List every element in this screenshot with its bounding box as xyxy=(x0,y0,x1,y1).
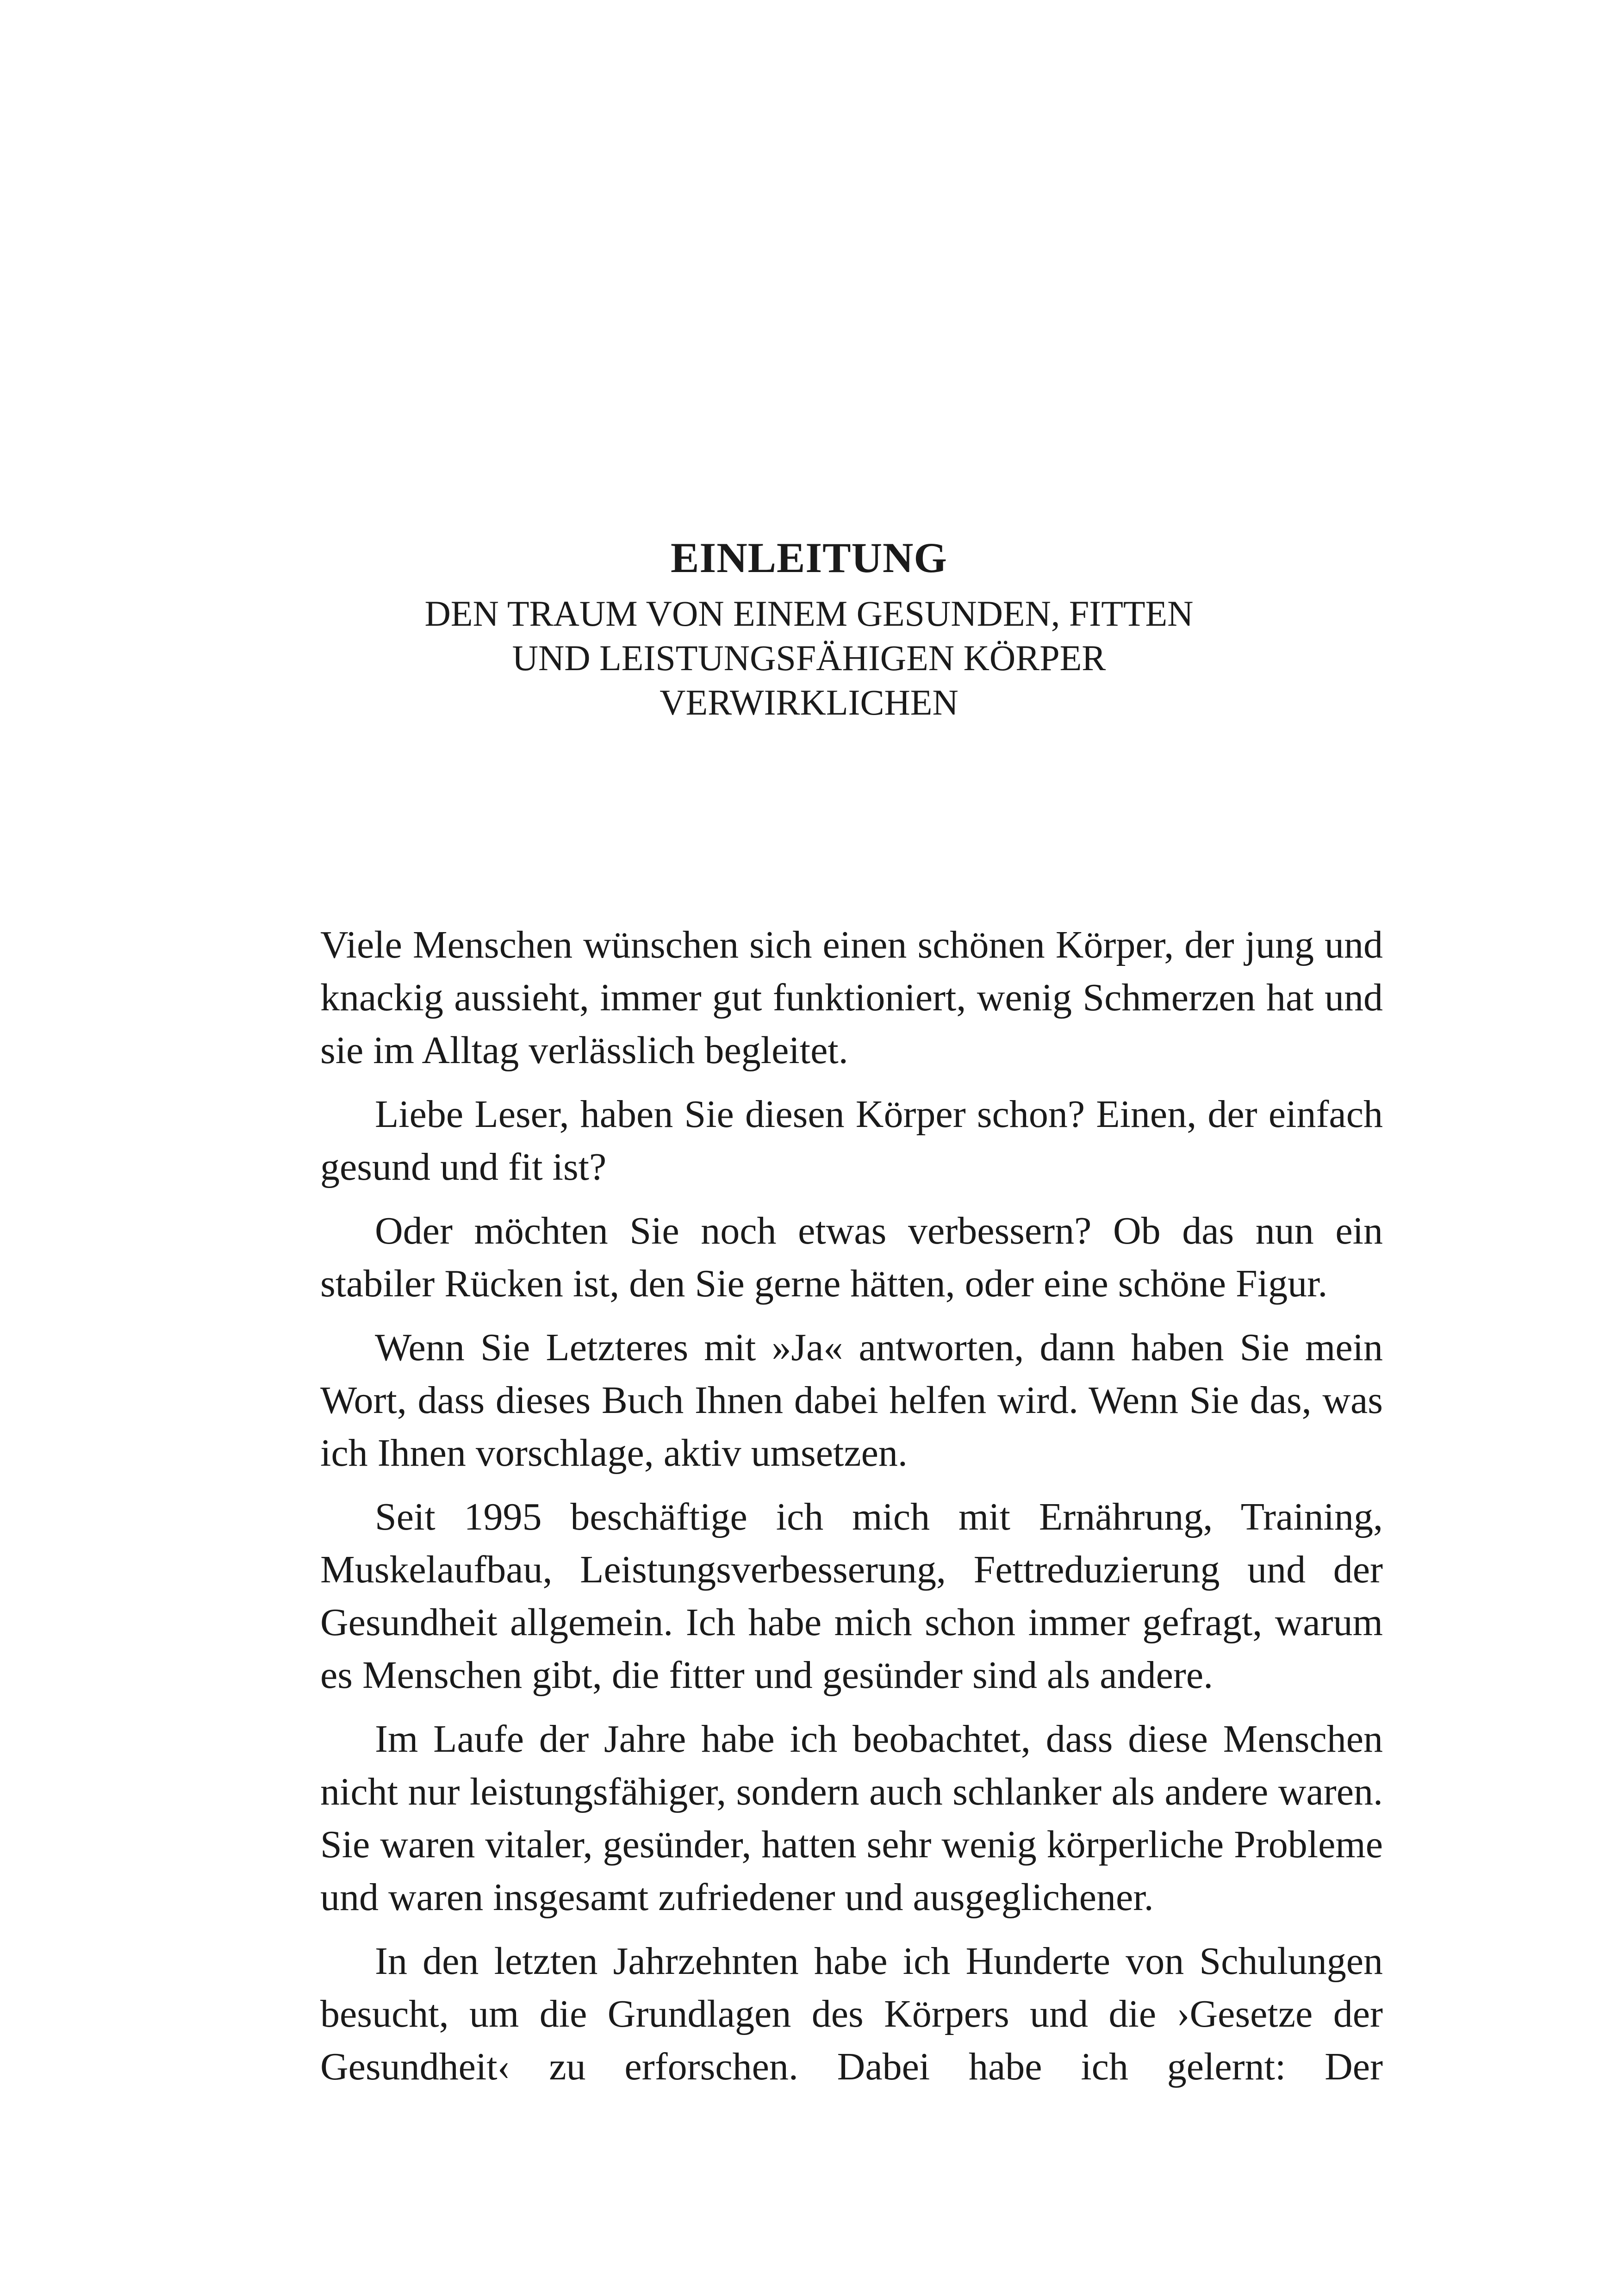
paragraph: Seit 1995 beschäftige ich mich mit Ernährung, Training, Muskelaufbau, Leistungsverbesserung, Fettreduzierung und der Gesundheit allgemein. Ich habe mich schon immer gefragt, warum es Menschen gibt, die fitter und gesünder sind als andere. xyxy=(320,1495,1383,1697)
chapter-heading xyxy=(0,532,1618,725)
paragraph: Liebe Leser, haben Sie diesen Körper schon? Einen, der einfach gesund und fit ist? xyxy=(320,1093,1383,1188)
paragraph: Oder möchten Sie noch etwas verbessern? Ob das nun ein stabiler Rücken ist, den Sie gerne hätten, oder eine schöne Figur. xyxy=(320,1209,1383,1305)
paragraph: Viele Menschen wünschen sich einen schönen Körper, der jung und knackig aussieht, immer gut funktioniert, wenig Schmerzen hat und sie im Alltag verlässlich begleitet. xyxy=(320,923,1383,1072)
subtitle-line: UND LEISTUNGSFÄHIGEN KÖRPER xyxy=(512,638,1106,678)
body-text xyxy=(320,919,1383,2104)
subtitle-line: DEN TRAUM VON EINEM GESUNDEN, FITTEN xyxy=(424,593,1194,634)
paragraph: In den letzten Jahrzehnten habe ich Hunderte von Schulungen besucht, um die Grundlagen des Körpers und die ›Gesetze der Gesundheit‹ zu erforschen. Dabei habe ich gelernt: Der xyxy=(320,1940,1383,2088)
chapter-subtitle xyxy=(0,591,1618,725)
chapter-title: EINLEITUNG xyxy=(671,534,947,581)
paragraph: Wenn Sie Letzteres mit »Ja« antworten, dann haben Sie mein Wort, dass dieses Buch Ihnen dabei helfen wird. Wenn Sie das, was ich Ihnen vorschlage, aktiv umsetzen. xyxy=(320,1326,1383,1475)
subtitle-line: VERWIRKLICHEN xyxy=(660,682,958,723)
paragraph: Im Laufe der Jahre habe ich beobachtet, dass diese Menschen nicht nur leistungsfähiger, sondern auch schlanker als andere waren. Sie waren vitaler, gesünder, hatten sehr wenig körperliche Probleme und waren insgesamt zufriedener und ausgeglichener. xyxy=(320,1717,1383,1919)
